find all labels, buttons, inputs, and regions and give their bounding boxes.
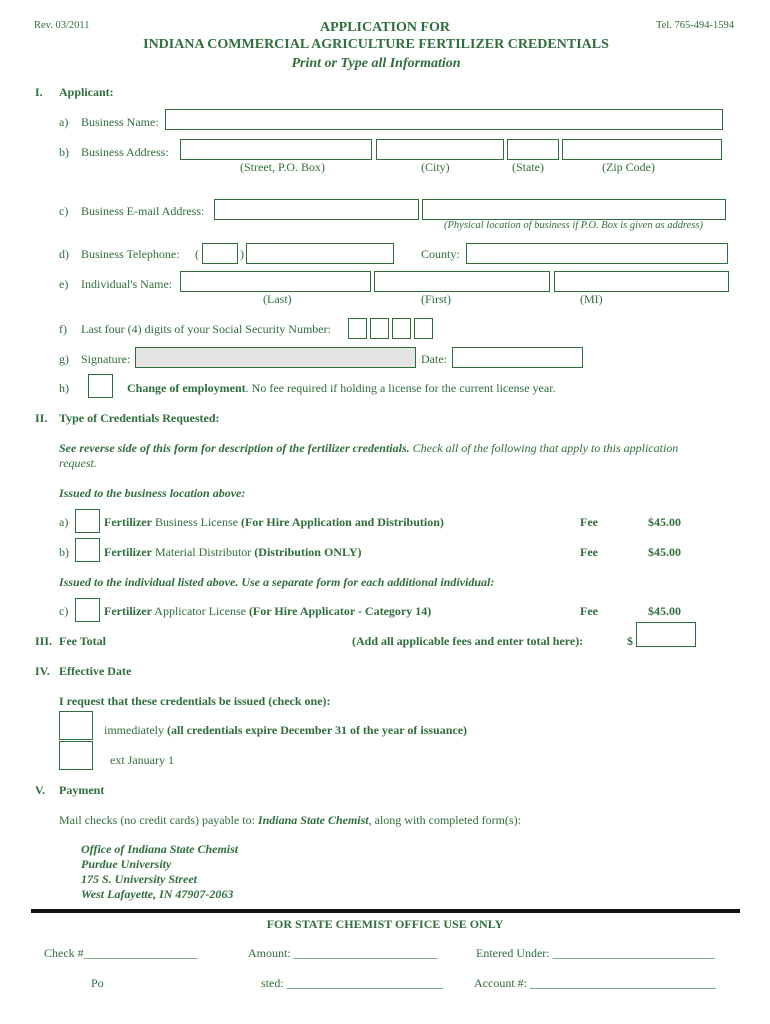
- first-caption: (First): [421, 292, 451, 306]
- amount-field[interactable]: Amount: ________________________: [248, 946, 438, 960]
- check-number-field[interactable]: Check #___________________: [44, 946, 198, 960]
- payment-plain: Mail checks (no credit cards) payable to:: [59, 813, 258, 827]
- last-caption: (Last): [263, 292, 292, 306]
- area-code-field[interactable]: [202, 243, 238, 264]
- section-4-number: IV.: [35, 664, 50, 678]
- address-line-4: West Lafayette, IN 47907-2063: [81, 887, 234, 901]
- credential-b-bold: Fertilizer: [104, 545, 152, 559]
- item-h-letter: h): [59, 381, 69, 395]
- address-state-field[interactable]: [507, 139, 559, 160]
- item-g-letter: g): [59, 352, 69, 366]
- address-line-1: Office of Indiana State Chemist: [81, 842, 239, 856]
- county-label: County:: [421, 247, 460, 261]
- item-f-letter: f): [59, 322, 67, 336]
- county-field[interactable]: [466, 243, 728, 264]
- credential-a-fee-label: Fee: [580, 515, 598, 529]
- physical-location-field[interactable]: [422, 199, 726, 220]
- item-d-letter: d): [59, 247, 69, 261]
- change-of-employment-bold: Change of employment: [127, 381, 246, 395]
- payee-name: Indiana State Chemist: [257, 813, 369, 827]
- applicator-license-checkbox[interactable]: [75, 598, 100, 622]
- divider-rule: [31, 909, 740, 913]
- business-license-checkbox[interactable]: [75, 509, 100, 533]
- change-of-employment-text: [127, 381, 556, 395]
- item-b-letter: b): [59, 145, 69, 159]
- telephone-field[interactable]: [246, 243, 394, 264]
- section-2-number: II.: [35, 411, 48, 425]
- payment-instructions: [59, 813, 521, 827]
- posted-prefix: Po: [91, 976, 104, 990]
- entered-under-field[interactable]: Entered Under: ___________________________: [476, 946, 715, 960]
- revision-date: Rev. 03/2011: [34, 20, 90, 31]
- title-line-1: APPLICATION FOR: [319, 20, 451, 35]
- section-3-number: III.: [35, 634, 53, 648]
- individual-name-label: Individual's Name:: [81, 277, 173, 291]
- title-line-2: INDIANA COMMERCIAL AGRICULTURE FERTILIZER CREDENTIALS: [143, 37, 609, 52]
- area-code-close: ): [240, 247, 244, 261]
- section-3-title: Fee Total: [59, 634, 106, 648]
- payment-rest: , along with completed form(s):: [368, 813, 521, 827]
- section-2-title: Type of Credentials Requested:: [59, 411, 220, 425]
- middle-initial-field[interactable]: [554, 271, 729, 292]
- credential-b-plain: Material Distributor: [151, 545, 255, 559]
- issued-business-heading: Issued to the business location above:: [59, 486, 246, 500]
- business-address-label: Business Address:: [81, 145, 169, 159]
- immediately-bold: (all credentials expire December 31 of the year of issuance): [166, 723, 468, 737]
- credentials-note-rest: Check all of the following that apply to this application: [409, 441, 679, 455]
- credential-b-fee-label: Fee: [580, 545, 598, 559]
- ssn-label: Last four (4) digits of your Social Security Number:: [81, 322, 331, 336]
- applicator-license-text: [104, 604, 431, 618]
- credential-c-letter: c): [59, 604, 69, 618]
- credential-c-detail: (For Hire Applicator - Category 14): [248, 604, 432, 618]
- address-line-2: Purdue University: [81, 857, 172, 871]
- date-label: Date:: [421, 352, 447, 366]
- fee-total-dollar-sign: $: [627, 634, 633, 648]
- ssn-digit-2-field[interactable]: [370, 318, 389, 339]
- zip-caption: (Zip Code): [602, 160, 655, 174]
- material-distributor-text: [104, 545, 362, 559]
- email-label: Business E-mail Address:: [81, 204, 205, 218]
- credential-a-detail: (For Hire Application and Distribution): [240, 515, 444, 529]
- credential-c-bold: Fertilizer: [104, 604, 152, 618]
- credentials-note: [59, 441, 678, 455]
- telephone-label: Business Telephone:: [81, 247, 180, 261]
- date-field[interactable]: [452, 347, 583, 368]
- item-a-letter: a): [59, 115, 69, 129]
- change-of-employment-rest: . No fee required if holding a license for the current license year.: [245, 381, 556, 395]
- ssn-digit-1-field[interactable]: [348, 318, 367, 339]
- section-1-number: I.: [35, 85, 43, 99]
- business-name-label: Business Name:: [81, 115, 159, 129]
- credential-a-plain: Business License: [151, 515, 241, 529]
- credential-a-letter: a): [59, 515, 69, 529]
- credential-c-fee: $45.00: [648, 604, 681, 618]
- physical-location-caption: (Physical location of business if P.O. Box is given as address): [444, 220, 703, 231]
- section-5-number: V.: [35, 783, 46, 797]
- telephone: Tel. 765-494-1594: [655, 20, 734, 31]
- ssn-digit-3-field[interactable]: [392, 318, 411, 339]
- business-name-field[interactable]: [165, 109, 723, 130]
- posted-field[interactable]: sted: __________________________: [261, 976, 443, 990]
- credentials-note-line-2: request.: [59, 456, 97, 470]
- credential-a-bold: Fertilizer: [104, 515, 152, 529]
- credential-c-plain: Applicator License: [151, 604, 249, 618]
- credentials-note-bold: See reverse side of this form for description of the fertilizer credentials.: [59, 441, 410, 455]
- immediately-text: [104, 723, 467, 737]
- fee-total-field[interactable]: [636, 622, 696, 647]
- business-license-text: [104, 515, 444, 529]
- section-4-title: Effective Date: [59, 664, 132, 678]
- last-name-field[interactable]: [180, 271, 371, 292]
- effective-date-request: I request that these credentials be issued (check one):: [59, 694, 331, 708]
- city-caption: (City): [421, 160, 450, 174]
- issued-individual-heading: Issued to the individual listed above. Use a separate form for each additional individual:: [59, 575, 495, 589]
- email-field[interactable]: [214, 199, 419, 220]
- account-number-field[interactable]: Account #: _______________________________: [474, 976, 716, 990]
- ssn-digit-4-field[interactable]: [414, 318, 433, 339]
- street-caption: (Street, P.O. Box): [240, 160, 325, 174]
- credential-a-fee: $45.00: [648, 515, 681, 529]
- section-1-title: Applicant:: [59, 85, 114, 99]
- address-street-field[interactable]: [180, 139, 372, 160]
- next-january-checkbox[interactable]: [59, 741, 93, 770]
- address-city-field[interactable]: [376, 139, 504, 160]
- credential-b-detail: (Distribution ONLY): [254, 545, 362, 559]
- address-zip-field[interactable]: [562, 139, 722, 160]
- office-use-title: FOR STATE CHEMIST OFFICE USE ONLY: [266, 917, 504, 931]
- next-january-text: ext January 1: [110, 753, 174, 767]
- credential-b-fee: $45.00: [648, 545, 681, 559]
- mi-caption: (MI): [580, 292, 603, 306]
- section-5-title: Payment: [59, 783, 105, 797]
- immediately-plain: immediately: [104, 723, 167, 737]
- credential-b-letter: b): [59, 545, 69, 559]
- signature-field[interactable]: [135, 347, 416, 368]
- address-line-3: 175 S. University Street: [81, 872, 197, 886]
- subtitle: Print or Type all Information: [291, 56, 461, 71]
- signature-label: Signature:: [81, 352, 131, 366]
- item-c-letter: c): [59, 204, 69, 218]
- immediately-checkbox[interactable]: [59, 711, 93, 740]
- change-of-employment-checkbox[interactable]: [88, 374, 113, 398]
- item-e-letter: e): [59, 277, 69, 291]
- credential-c-fee-label: Fee: [580, 604, 598, 618]
- first-name-field[interactable]: [374, 271, 550, 292]
- state-caption: (State): [512, 160, 544, 174]
- fee-total-note: (Add all applicable fees and enter total here):: [352, 634, 584, 648]
- material-distributor-checkbox[interactable]: [75, 538, 100, 562]
- area-code-open: (: [195, 247, 199, 261]
